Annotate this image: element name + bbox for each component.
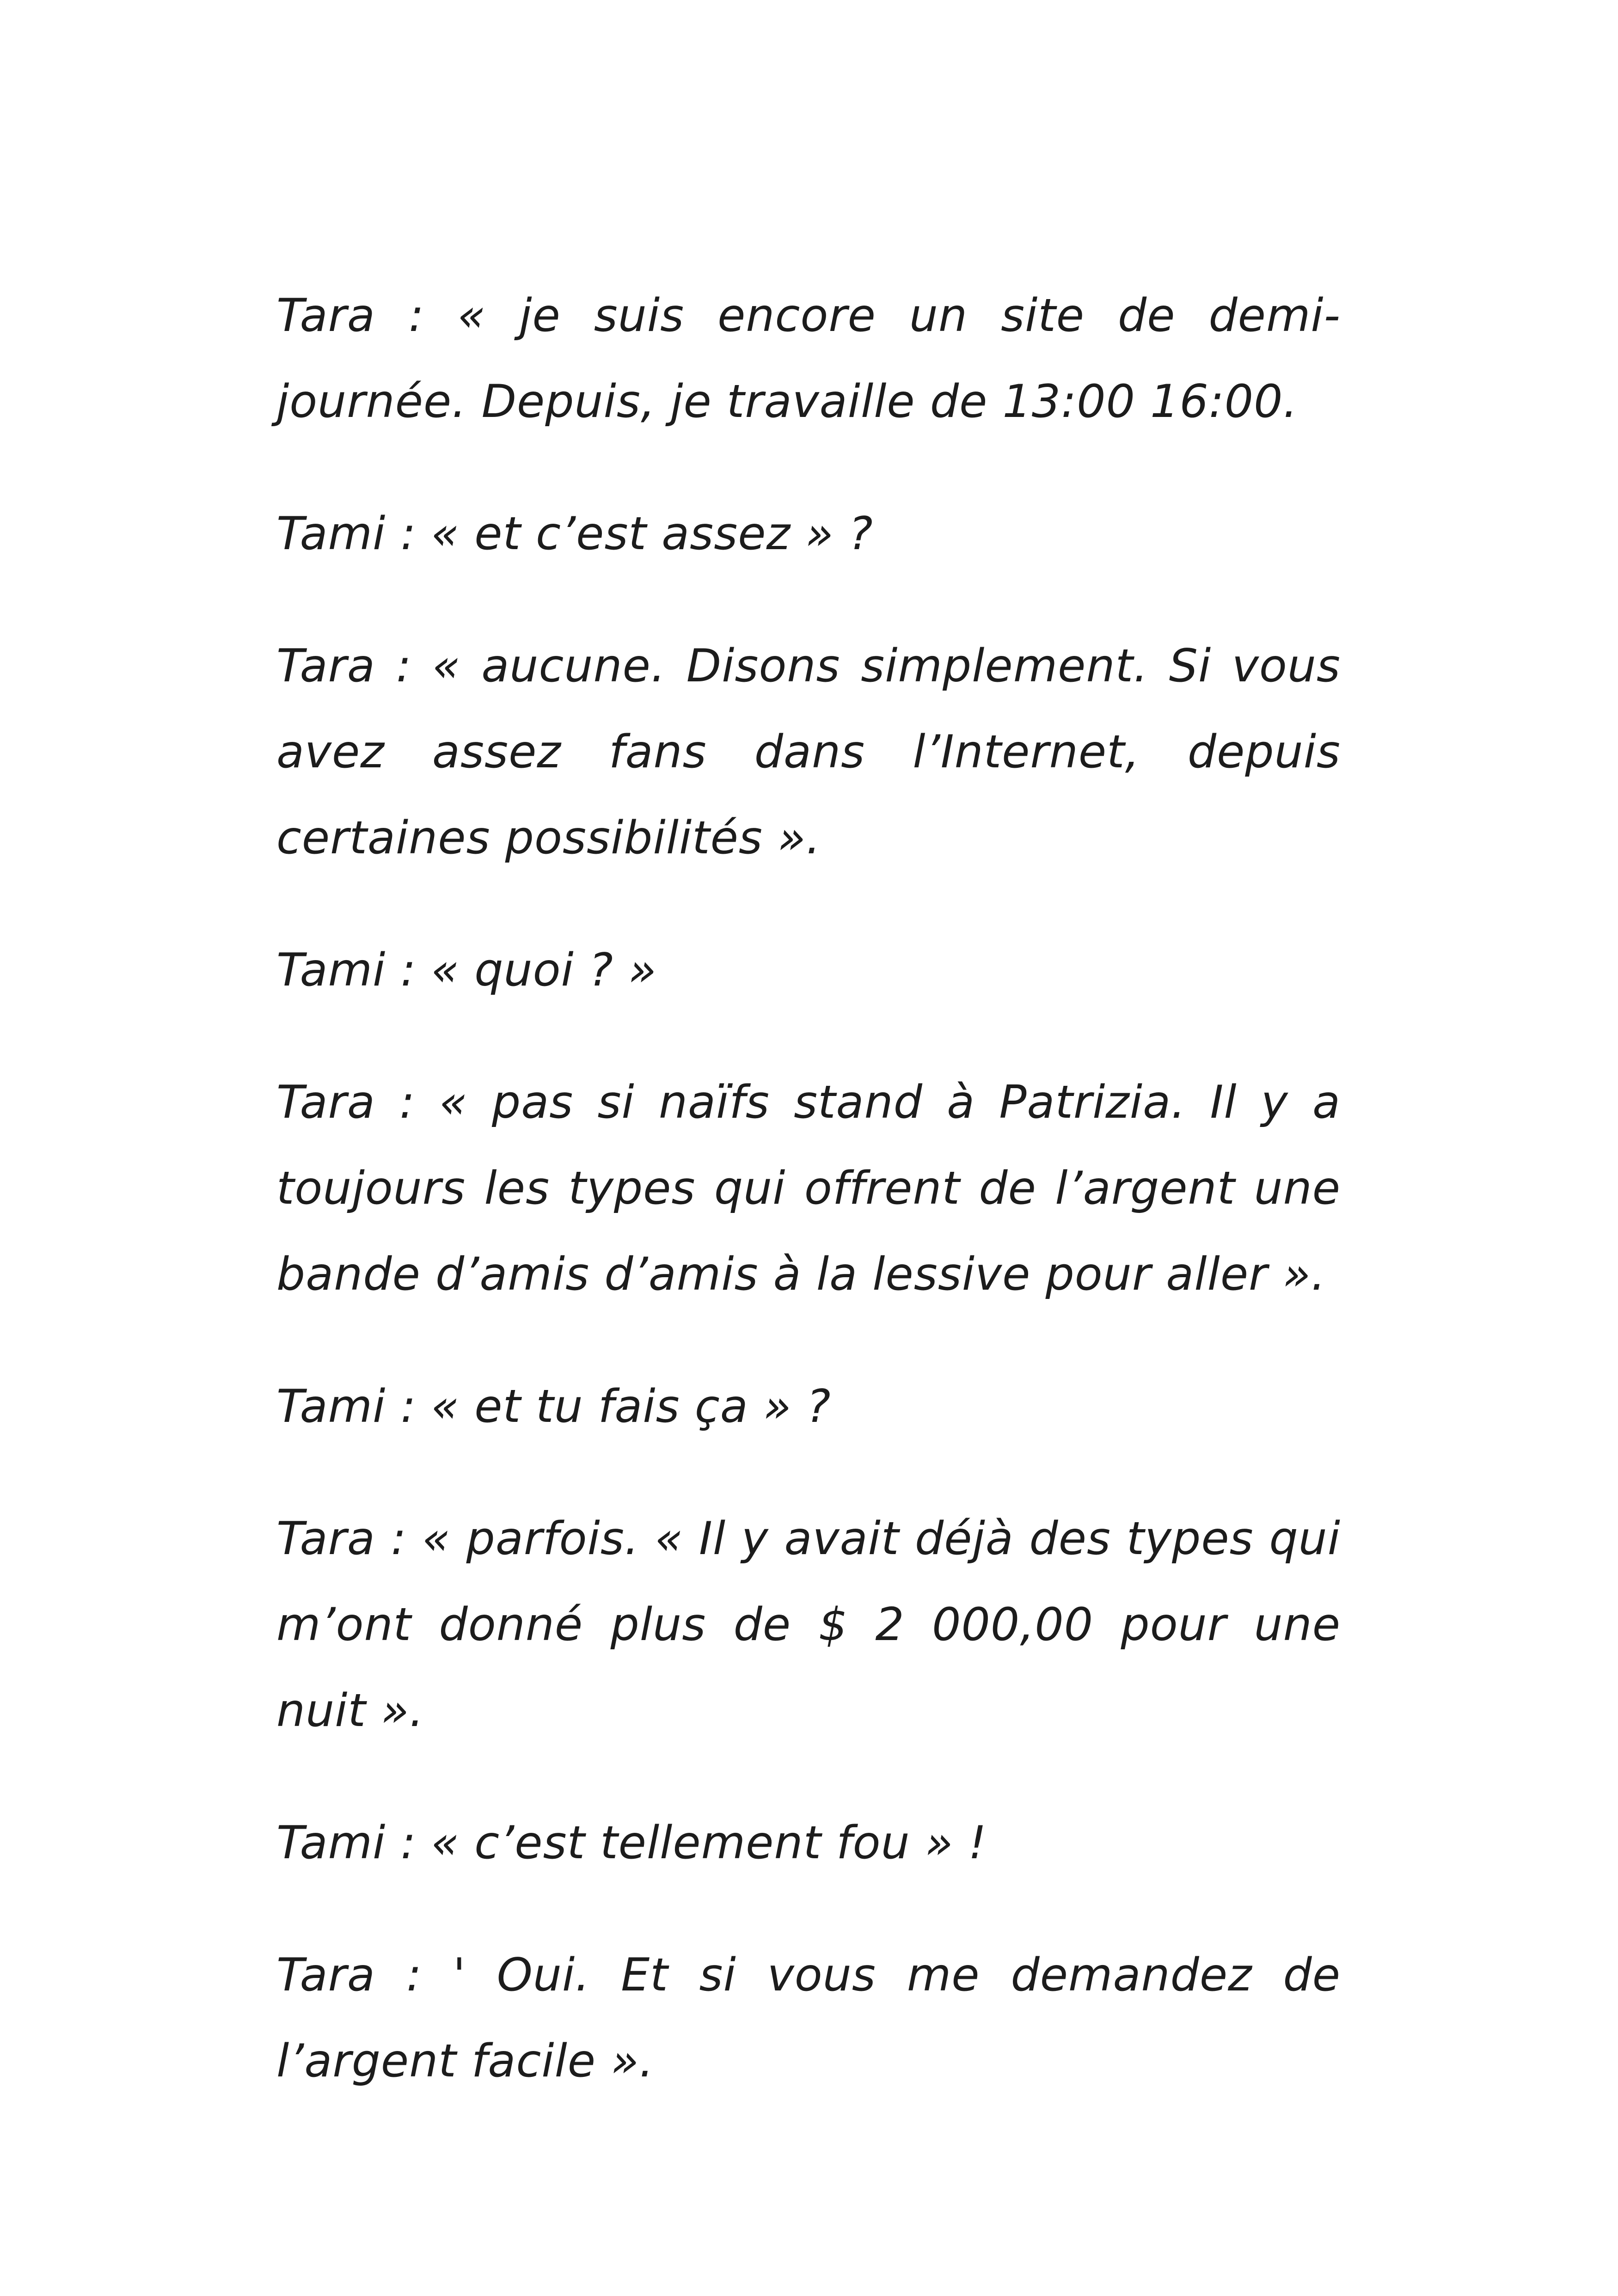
dialogue-paragraph-7: Tara : « parfois. « Il y avait déjà des types qui m’ont donné plus de $ 2 000,00 pour une nuit ». <box>276 1512 1341 1737</box>
dialogue-paragraph-6: Tami : « et tu fais ça » ? <box>276 1380 831 1433</box>
dialogue-paragraph-2: Tami : « et c’est assez » ? <box>276 508 873 560</box>
dialogue-paragraph-8: Tami : « c’est tellement fou » ! <box>276 1817 987 1869</box>
dialogue-paragraph-4: Tami : « quoi ? » <box>276 944 657 997</box>
dialogue-paragraph-1: Tara : « je suis encore un site de demi-journée. Depuis, je travaille de 13:00 16:00. <box>276 289 1341 428</box>
dialogue-text <box>276 273 1341 2150</box>
dialogue-paragraph-5: Tara : « pas si naïfs stand à Patrizia. Il y a toujours les types qui offrent de l’argent une bande d’amis d’amis à la lessive pour aller ». <box>276 1076 1341 1301</box>
dialogue-paragraph-9: Tara : ' Oui. Et si vous me demandez de l’argent facile ». <box>276 1949 1341 2088</box>
dialogue-paragraph-3: Tara : « aucune. Disons simplement. Si vous avez assez fans dans l’Internet, depuis certaines possibilités ». <box>276 640 1341 864</box>
